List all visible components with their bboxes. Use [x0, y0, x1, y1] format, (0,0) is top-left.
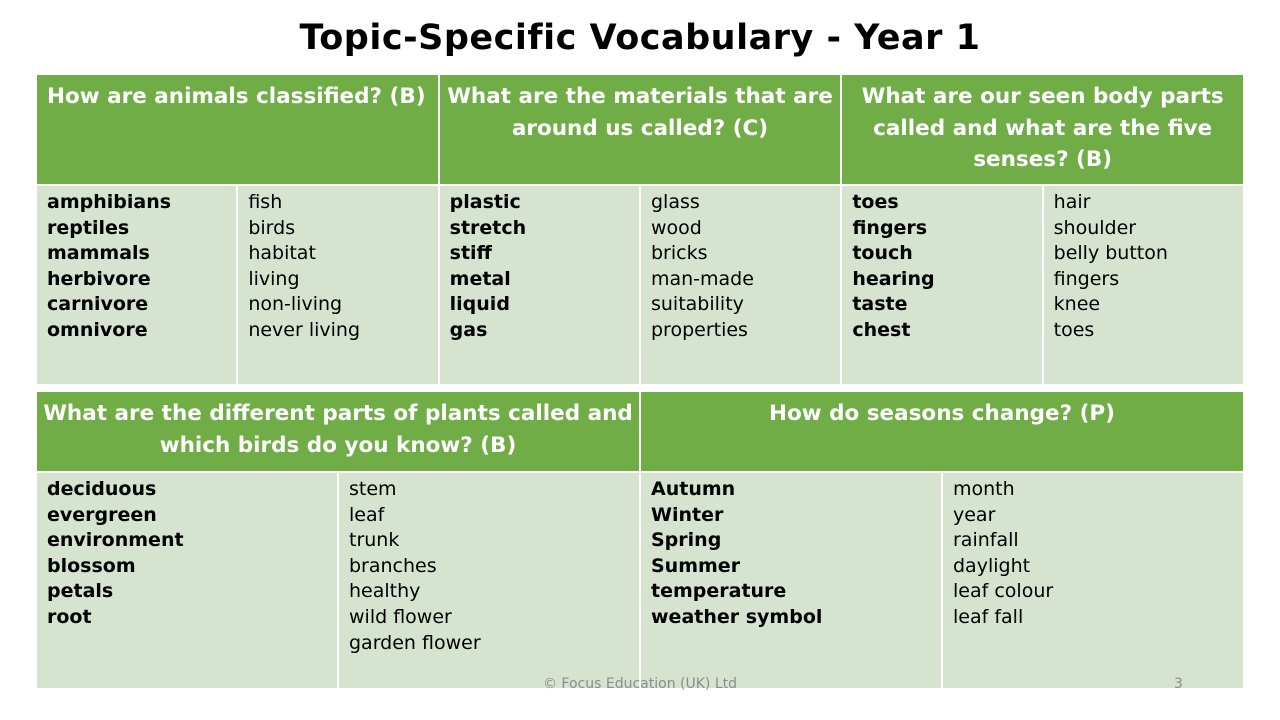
vocabulary-word: never living [248, 318, 361, 341]
vocabulary-word: healthy [349, 580, 421, 603]
vocabulary-word: stiff [449, 242, 492, 265]
vocabulary-word: year [953, 503, 996, 526]
vocabulary-word: shoulder [1053, 216, 1137, 239]
vocabulary-word: hearing [852, 267, 935, 290]
word-list [842, 186, 1041, 384]
vocabulary-word: taste [852, 293, 908, 316]
topic-heading-body-parts: What are our seen body parts called and what are the five senses? (B) [842, 75, 1243, 184]
vocabulary-word: chest [852, 318, 911, 341]
vocabulary-word: fingers [1053, 267, 1120, 290]
vocabulary-word: environment [47, 529, 184, 552]
vocabulary-word: belly button [1053, 242, 1168, 265]
vocabulary-word: toes [1053, 318, 1095, 341]
word-list [641, 186, 840, 384]
vocabulary-word: omnivore [47, 318, 148, 341]
vocabulary-word: toes [852, 191, 899, 213]
topic-heading-seasons: How do seasons change? (P) [641, 392, 1243, 471]
vocabulary-word: living [248, 267, 300, 290]
vocabulary-word: evergreen [47, 503, 157, 526]
word-list [943, 473, 1243, 688]
vocabulary-table-top [37, 75, 1243, 384]
copyright-footer: © Focus Education (UK) Ltd [542, 676, 737, 692]
vocabulary-word: bricks [650, 242, 708, 265]
vocabulary-word: branches [349, 554, 437, 577]
page-title: Topic-Specific Vocabulary - Year 1 [299, 18, 981, 58]
vocabulary-word: properties [650, 318, 748, 341]
topic-heading-plants: What are the different parts of plants called and which birds do you know? (B) [37, 392, 639, 471]
vocabulary-word: plastic [449, 191, 521, 213]
vocabulary-word: non-living [248, 293, 343, 316]
word-list [641, 473, 941, 688]
vocabulary-word: trunk [349, 529, 400, 552]
vocabulary-word: Summer [651, 554, 741, 577]
vocabulary-word: rainfall [953, 529, 1019, 552]
vocabulary-word: fish [248, 191, 283, 213]
topic-heading-materials: What are the materials that are around us called? (C) [440, 75, 841, 184]
vocabulary-word: suitability [650, 293, 744, 316]
word-list [37, 473, 337, 688]
page-number: 3 [1174, 676, 1183, 692]
vocabulary-word: petals [47, 580, 114, 603]
vocabulary-word: wild flower [349, 605, 452, 628]
vocabulary-word: carnivore [47, 293, 149, 316]
vocabulary-word: touch [852, 242, 913, 265]
vocabulary-word: weather symbol [651, 605, 823, 628]
vocabulary-word: leaf [349, 503, 385, 526]
vocabulary-word: leaf colour [953, 580, 1054, 603]
vocabulary-word: month [953, 478, 1015, 500]
vocabulary-word: birds [248, 216, 296, 239]
vocabulary-word: fingers [852, 216, 928, 239]
vocabulary-word: glass [650, 191, 700, 213]
vocabulary-word: temperature [651, 580, 787, 603]
word-list [238, 186, 437, 384]
vocabulary-word: garden flower [349, 631, 481, 654]
word-list [37, 186, 236, 384]
topic-heading-animals: How are animals classified? (B) [37, 75, 438, 184]
vocabulary-word: gas [449, 318, 488, 341]
vocabulary-word: reptiles [47, 216, 130, 239]
vocabulary-word: knee [1053, 293, 1101, 316]
vocabulary-word: habitat [248, 242, 316, 265]
word-list [339, 473, 639, 688]
vocabulary-word: metal [449, 267, 511, 290]
vocabulary-word: blossom [47, 554, 136, 577]
vocabulary-word: deciduous [47, 478, 157, 500]
vocabulary-table-bottom [37, 392, 1243, 688]
vocabulary-word: Winter [651, 503, 724, 526]
vocabulary-word: mammals [47, 242, 150, 265]
word-list [440, 186, 639, 384]
vocabulary-word: leaf fall [953, 605, 1024, 628]
vocabulary-word: amphibians [47, 191, 172, 213]
vocabulary-word: Spring [651, 529, 722, 552]
vocabulary-word: liquid [449, 293, 510, 316]
vocabulary-word: hair [1053, 191, 1091, 213]
vocabulary-word: man-made [650, 267, 754, 290]
vocabulary-word: root [47, 605, 92, 628]
vocabulary-word: daylight [953, 554, 1031, 577]
vocabulary-word: Autumn [651, 478, 736, 500]
word-list [1044, 186, 1243, 384]
vocabulary-word: stem [349, 478, 397, 500]
vocabulary-word: stretch [449, 216, 527, 239]
vocabulary-word: wood [650, 216, 702, 239]
vocabulary-word: herbivore [47, 267, 151, 290]
